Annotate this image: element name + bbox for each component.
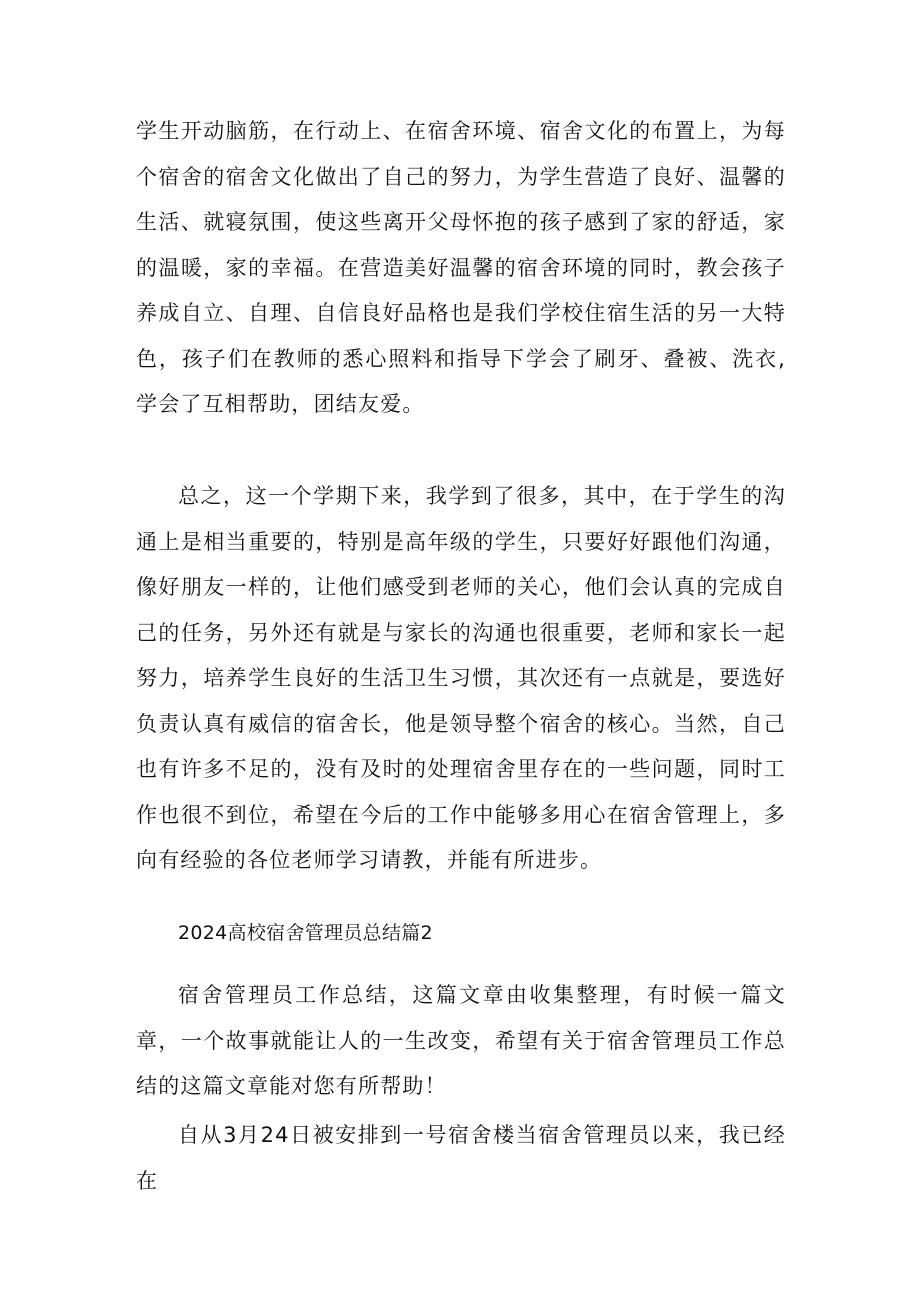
paragraph-start: 自从3月24日被安排到一号宿舍楼当宿舍管理员以来，我已经在 [136, 1123, 786, 1193]
paragraph-dorm-culture: 学生开动脑筋，在行动上、在宿舍环境、宿舍文化的布置上，为每个宿舍的宿舍文化做出了自己的努力，为学生营造了良好、温馨的生活、就寝氛围，使这些离开父母怀抱的孩子感到了家的舒适，家的温暖，家的幸福。在营造美好温馨的宿舍环境的同时，教会孩子养成自立、自理、自信良好品格也是我们学校住宿生活的另一大特色，孩子们在教师的悉心照料和指导下学会了刷牙、叠被、洗衣,学会了互相帮助，团结友爱。 [136, 119, 786, 416]
paragraph-summary: 总之，这一个学期下来，我学到了很多，其中，在于学生的沟通上是相当重要的，特别是高年级的学生，只要好好跟他们沟通，像好朋友一样的，让他们感受到老师的关心，他们会认真的完成自己的任务，另外还有就是与家长的沟通也很重要，老师和家长一起努力，培养学生良好的生活卫生习惯，其次还有一点就是，要选好负责认真有威信的宿舍长，他是领导整个宿舍的核心。当然，自己也有许多不足的，没有及时的处理宿舍里存在的一些问题，同时工作也很不到位，希望在今后的工作中能够多用心在宿舍管理上，多向有经验的各位老师学习请教，并能有所进步。 [136, 484, 786, 872]
section-heading: 2024高校宿舍管理员总结篇2 [178, 922, 433, 944]
paragraph-intro: 宿舍管理员工作总结，这篇文章由收集整理，有时候一篇文章，一个故事就能让人的一生改变，希望有关于宿舍管理员工作总结的这篇文章能对您有所帮助！ [136, 983, 786, 1098]
